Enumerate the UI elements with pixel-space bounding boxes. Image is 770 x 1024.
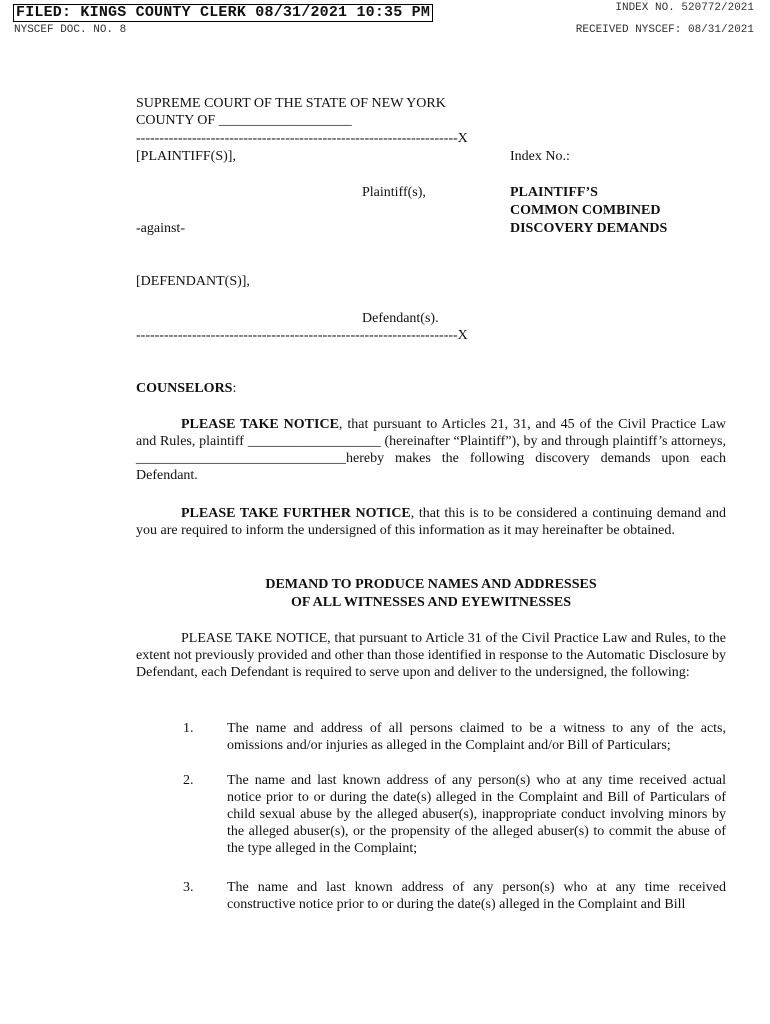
doc-title-line-1: PLAINTIFF’S bbox=[510, 185, 598, 200]
notice-paragraph-1 bbox=[136, 416, 726, 484]
counselors-colon: : bbox=[232, 381, 237, 396]
received-date: RECEIVED NYSCEF: 08/31/2021 bbox=[575, 24, 754, 36]
counselors-label: COUNSELORS bbox=[136, 381, 233, 396]
doc-title-line-3: DISCOVERY DEMANDS bbox=[510, 221, 668, 236]
notice-paragraph-3 bbox=[136, 630, 726, 681]
against-label: -against- bbox=[136, 221, 185, 236]
section-heading-line-2: OF ALL WITNESSES AND EYEWITNESSES bbox=[290, 595, 572, 610]
item-2-text: The name and last known address of any person(s) who at any time received actual notice prior to or during the date(s) alleged in the Complaint and Bill of Particulars of child sexual abuse by the alleged abuser(s), inappropriate conduct involving minors by the alleged abuser(s), or the propensity of the alleged abuser(s) to commit the abuse of the type alleged in the Complaint; bbox=[227, 773, 726, 856]
notice-3-text: PLEASE TAKE NOTICE, that pursuant to Article 31 of the Civil Practice Law and Rules, to the extent not previously provided and other than those identified in response to the Automatic Disclosure by Defendant, each Defendant is required to serve upon and deliver to the undersigned, the following: bbox=[136, 631, 726, 680]
notice-1-text: , that pursuant to Articles 21, 31, and 45 of the Civil Practice Law and Rules, plaintiff ___________________ (hereinafter “Plaintiff”), by and through plaintiff’s attorneys, ______________________________hereby makes the following discovery demands upon each Defendant. bbox=[136, 417, 726, 483]
defendants-placeholder: [DEFENDANT(S)], bbox=[136, 274, 250, 289]
defendant-role: Defendant(s). bbox=[362, 311, 439, 326]
counselors-heading bbox=[136, 380, 236, 397]
item-3-text: The name and last known address of any person(s) who at any time received constructive notice prior to or during the date(s) alleged in the Complaint and Bill bbox=[227, 880, 726, 912]
notice-1-lead: PLEASE TAKE NOTICE bbox=[181, 417, 339, 432]
item-2-number: 2. bbox=[183, 773, 194, 788]
doc-title-line-2: COMMON COMBINED bbox=[510, 203, 661, 218]
caption-separator-top: ---------------------------------------------------------------------X bbox=[136, 131, 468, 146]
index-label: Index No.: bbox=[510, 149, 570, 164]
item-1-text: The name and address of all persons claimed to be a witness to any of the acts, omissions and/or injuries as alleged in the Complaint and/or Bill of Particulars; bbox=[227, 721, 726, 753]
caption-separator-bottom: ---------------------------------------------------------------------X bbox=[136, 328, 468, 343]
nyscef-doc-number: NYSCEF DOC. NO. 8 bbox=[14, 24, 127, 36]
notice-paragraph-2 bbox=[136, 505, 726, 539]
notice-2-text: , that this is to be considered a continuing demand and you are required to inform the undersigned of this information as it may hereinafter be obtained. bbox=[136, 506, 726, 538]
item-3-number: 3. bbox=[183, 880, 194, 895]
plaintiffs-placeholder: [PLAINTIFF(S)], bbox=[136, 149, 236, 164]
notice-2-lead: PLEASE TAKE FURTHER NOTICE bbox=[181, 506, 411, 521]
plaintiff-role: Plaintiff(s), bbox=[362, 185, 426, 200]
section-heading-line-1: DEMAND TO PRODUCE NAMES AND ADDRESSES bbox=[265, 577, 597, 592]
filed-stamp: FILED: KINGS COUNTY CLERK 08/31/2021 10:35 PM bbox=[13, 4, 433, 22]
item-1-number: 1. bbox=[183, 721, 194, 736]
court-name: SUPREME COURT OF THE STATE OF NEW YORK bbox=[136, 96, 446, 111]
index-number: INDEX NO. 520772/2021 bbox=[615, 2, 754, 14]
county-line: COUNTY OF ___________________ bbox=[136, 113, 352, 128]
